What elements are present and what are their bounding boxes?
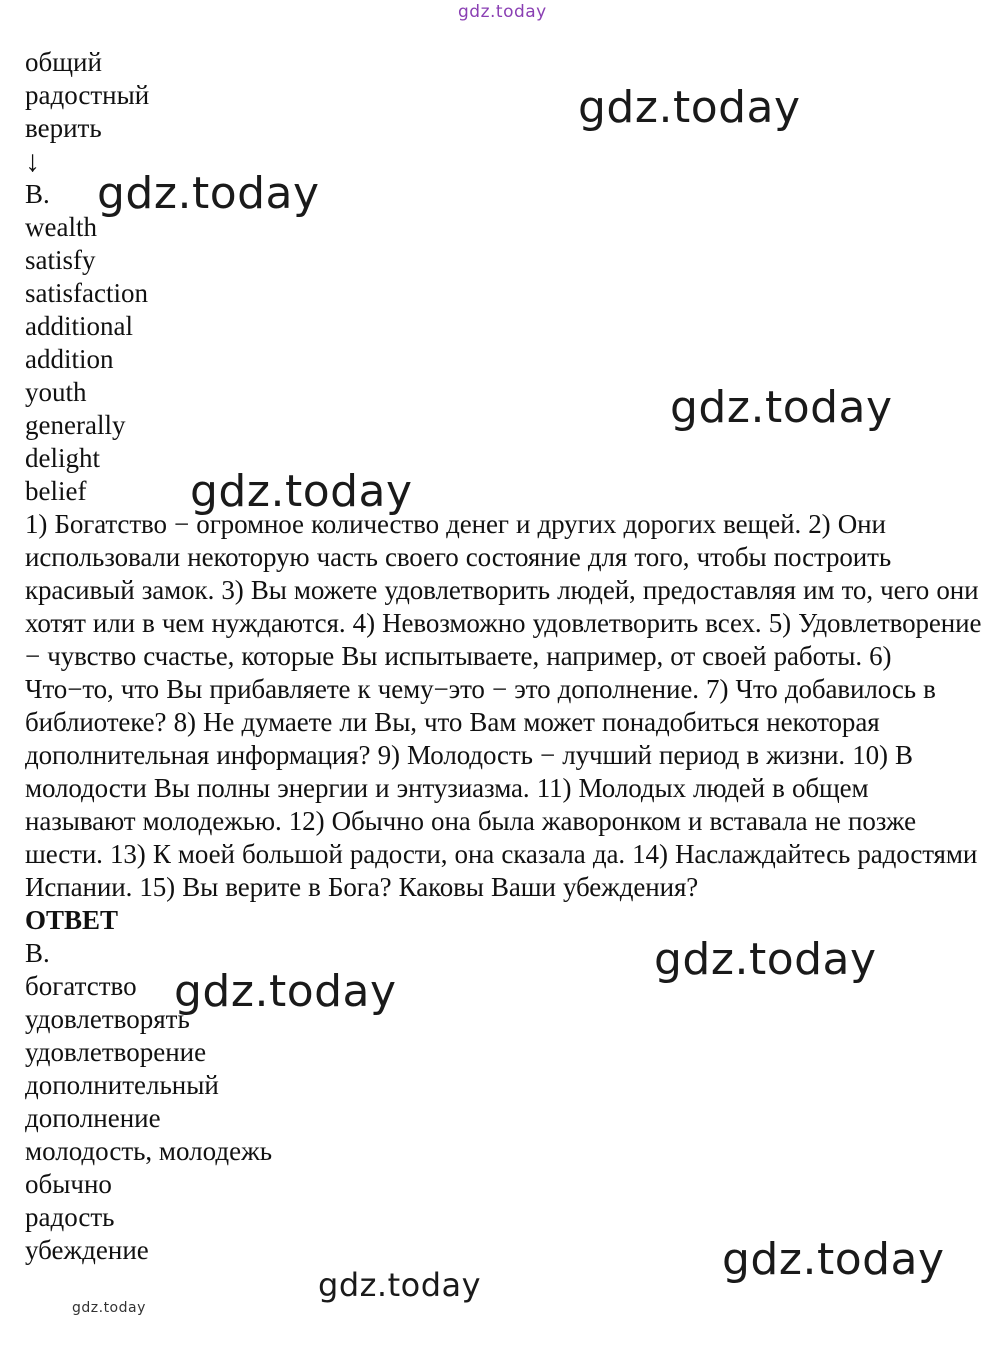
answer-section-label: B. — [25, 938, 50, 968]
watermark: gdz.today — [190, 466, 413, 517]
word-line: wealth — [25, 212, 97, 242]
answer-word: удовлетворение — [25, 1037, 207, 1067]
word-line: additional — [25, 311, 133, 341]
answer-heading: ОТВЕТ — [25, 905, 119, 935]
watermark: gdz.today — [654, 934, 877, 985]
watermark: gdz.today — [670, 382, 893, 433]
answer-word: дополнительный — [25, 1070, 219, 1100]
word-line: satisfaction — [25, 278, 148, 308]
word-line: belief — [25, 476, 87, 506]
section-label: B. — [25, 179, 50, 209]
word-line: generally — [25, 410, 126, 440]
word-line: addition — [25, 344, 114, 374]
watermark: gdz.today — [722, 1234, 945, 1285]
answer-word: радость — [25, 1202, 115, 1232]
word-line: радостный — [25, 80, 150, 110]
watermark: gdz.today — [72, 1300, 146, 1316]
translation-paragraph: 1) Богатство − огромное количество денег и других дорогих вещей. 2) Они использовали некоторую часть своего состояние для того, чтобы построить красивый замок. 3) Вы можете удовлетворить людей, предоставляя им то, чего они хотят или в чем нуждаются. 4) Невозможно удовлетворить всех. 5) Удовлетворение − чувство счастье, которые Вы испытываете, например, от своей работы. 6) Что−то, что Вы прибавляете к чему−это − это дополнение. 7) Что добавилось в библиотеке? 8) Не думаете ли Вы, что Вам может понадобиться некоторая дополнительная информация? 9) Молодость − лучший период в жизни. 10) В молодости Вы полны энергии и энтузиазма. 11) Молодых людей в общем называют молодежью. 12) Обычно она была жаворонком и вставала не позже шести. 13) К моей большой радости, она сказала да. 14) Наслаждайтесь радостями Испании. 15) Вы верите в Бога? Каковы Ваши убеждения? — [25, 509, 982, 902]
watermark: gdz.today — [174, 966, 397, 1017]
watermark: gdz.today — [318, 1266, 482, 1304]
answer-word: богатство — [25, 971, 137, 1001]
watermark: gdz.today — [578, 82, 801, 133]
word-line: верить — [25, 113, 102, 143]
answer-word: убеждение — [25, 1235, 149, 1265]
header-watermark: gdz.today — [458, 2, 547, 22]
answer-word: молодость, молодежь — [25, 1136, 273, 1166]
word-line: youth — [25, 377, 87, 407]
answer-word: удовлетворять — [25, 1004, 190, 1034]
word-line: delight — [25, 443, 100, 473]
down-arrow-icon: ↓ — [25, 145, 40, 178]
answer-word: обычно — [25, 1169, 112, 1199]
answer-word: дополнение — [25, 1103, 161, 1133]
watermark: gdz.today — [97, 168, 320, 219]
word-line: satisfy — [25, 245, 96, 275]
document-body — [25, 46, 985, 1267]
word-line: общий — [25, 47, 102, 77]
